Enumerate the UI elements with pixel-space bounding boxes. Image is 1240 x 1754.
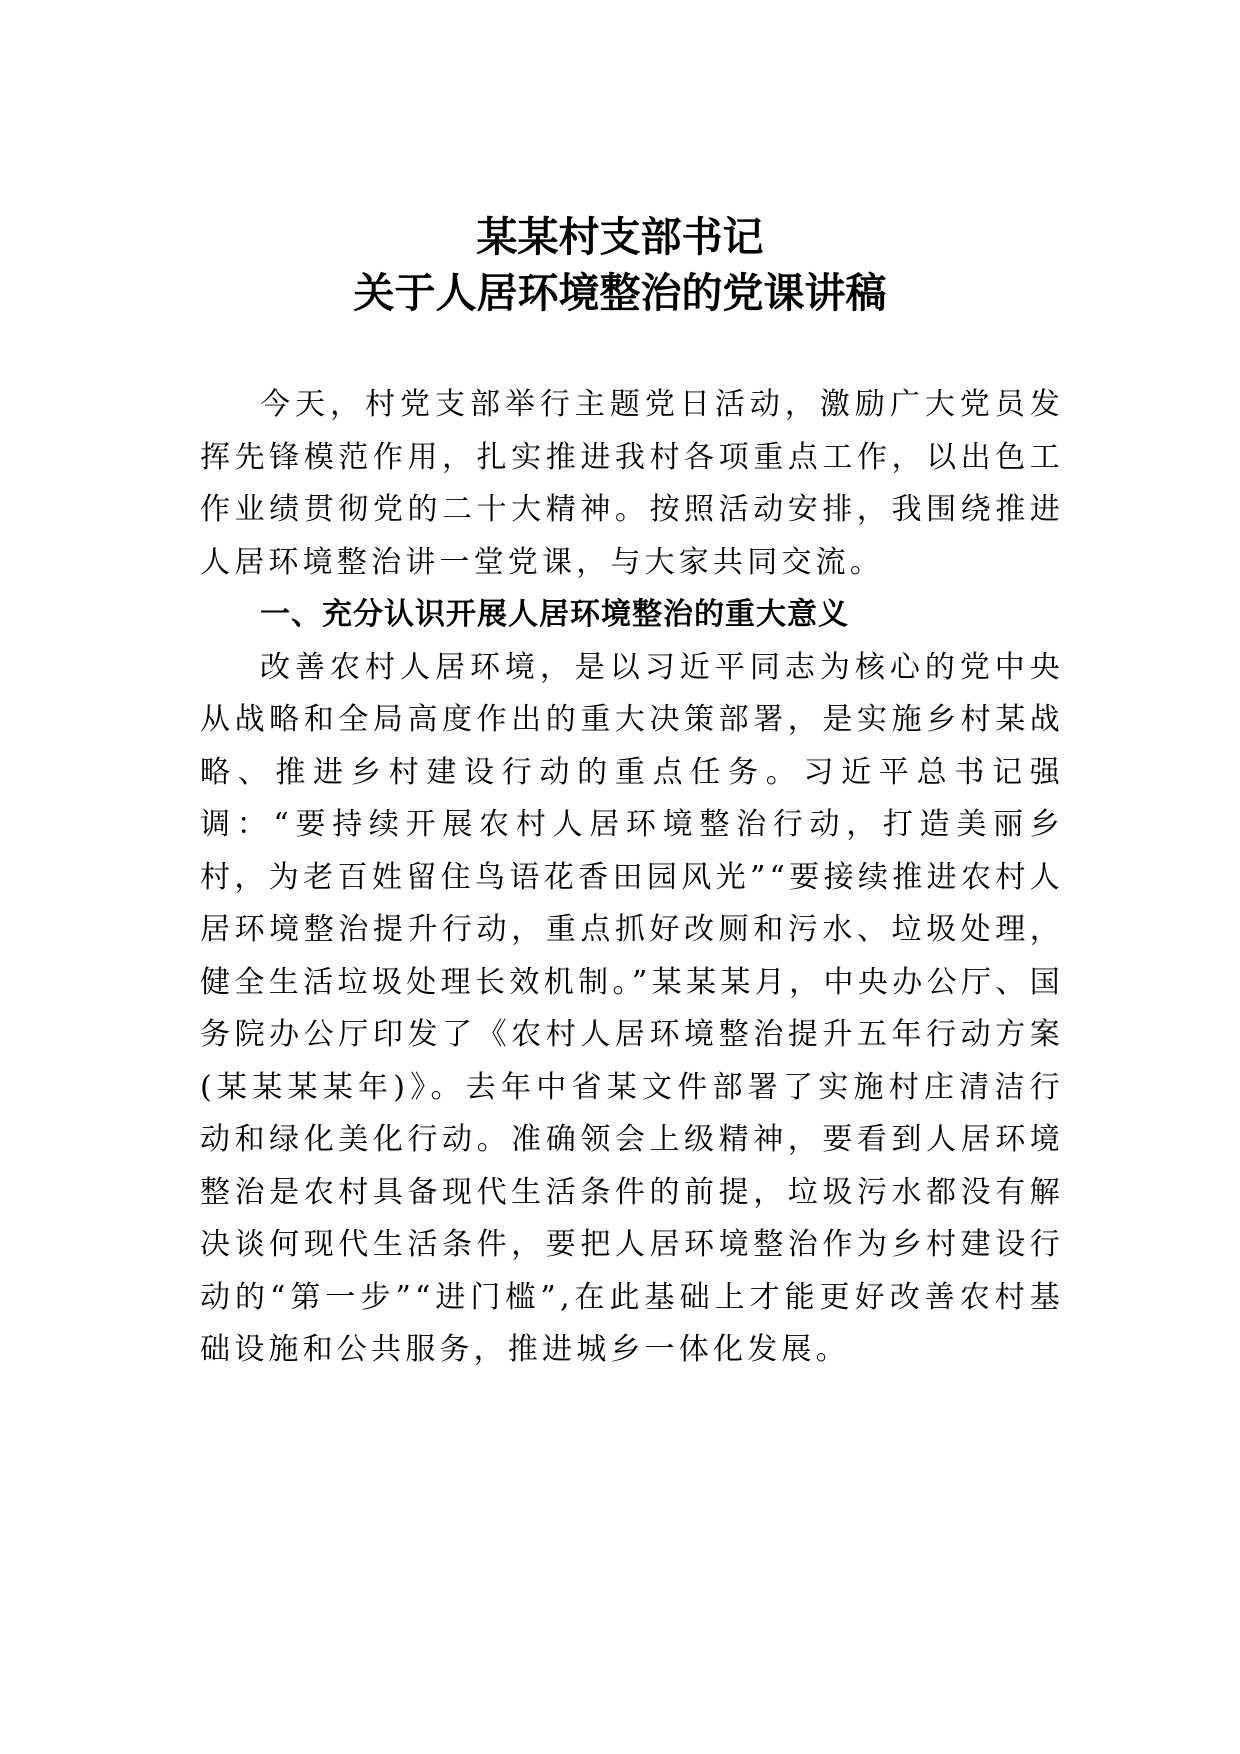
section-heading-1: 一、充分认识开展人居环境整治的重大意义 [260, 597, 849, 632]
intro-paragraph: 今天，村党支部举行主题党日活动，激励广大党员发挥先锋模范作用，扎实推进我村各项重点工作，以出色工作业绩贯彻党的二十大精神。按照活动安排，我围绕推进人居环境整治讲一堂党课，与大家共同交流。 [200, 387, 1064, 580]
document-body [200, 379, 1064, 1377]
document-title-line-2: 关于人居环境整治的党课讲稿 [353, 269, 887, 317]
document-title-line-1: 某某村支部书记 [476, 213, 764, 261]
section-1-paragraph: 改善农村人居环境，是以习近平同志为核心的党中央从战略和全局高度作出的重大决策部署，是实施乡村某战略、推进乡村建设行动的重点任务。习近平总书记强调：“要持续开展农村人居环境整治行动，打造美丽乡村，为老百姓留住鸟语花香田园风光”“要接续推进农村人居环境整治提升行动，重点抓好改厕和污水、垃圾处理，健全生活垃圾处理长效机制。”某某某月，中央办公厅、国务院办公厅印发了《农村人居环境整治提升五年行动方案(某某某某年)》。去年中省某文件部署了实施村庄清洁行动和绿化美化行动。准确领会上级精神，要看到人居环境整治是农村具备现代生活条件的前提，垃圾污水都没有解决谈何现代生活条件，要把人居环境整治作为乡村建设行动的“第一步”“进门槛”,在此基础上才能更好改善农村基础设施和公共服务，推进城乡一体化发展。 [200, 649, 1064, 1367]
